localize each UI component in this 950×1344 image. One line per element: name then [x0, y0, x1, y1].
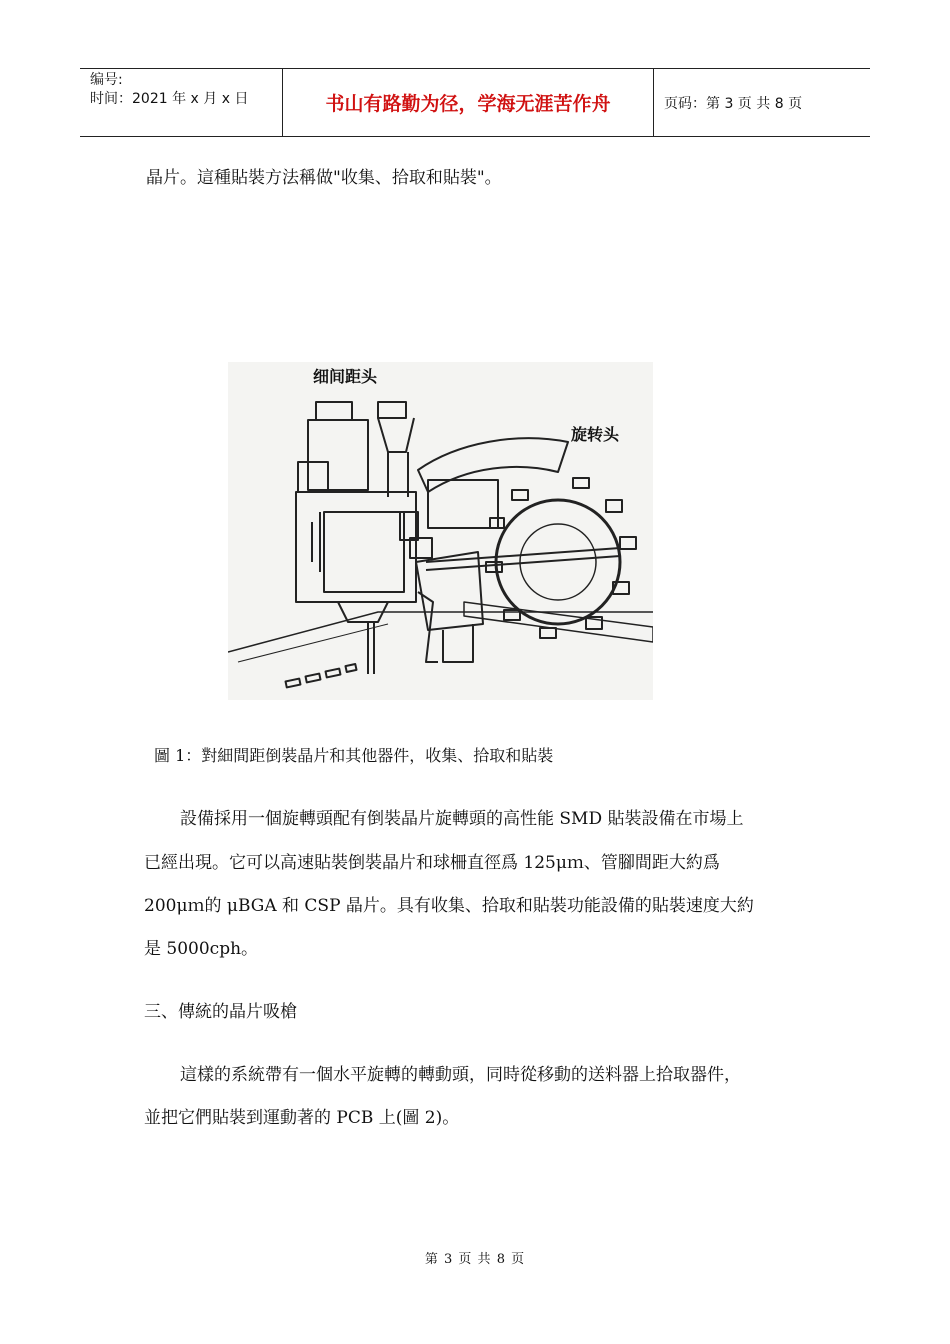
body-line-1: 晶片。這種貼裝方法稱做"收集、拾取和貼裝"。 — [146, 168, 502, 188]
para1-line-2: 已經出現。它可以高速貼裝倒裝晶片和球柵直徑爲 125μｍ、管腳間距大約爲 — [144, 853, 720, 873]
figure-1-illustration — [228, 362, 653, 700]
page-footer: 第 3 页 共 8 页 — [424, 1252, 526, 1267]
document-header — [80, 68, 870, 137]
para2-line-1: 這樣的系統帶有一個水平旋轉的轉動頭，同時從移動的送料器上拾取器件， — [180, 1065, 741, 1085]
para1-line-1: 設備採用一個旋轉頭配有倒裝晶片旋轉頭的高性能 SMD 貼裝設備在市場上 — [180, 809, 744, 829]
header-page-info: 页码：第 3 页 共 8 页 — [664, 95, 803, 112]
header-meta — [80, 69, 282, 136]
figure-caption: 圖 1：對細間距倒裝晶片和其他器件，收集、拾取和貼裝 — [154, 746, 554, 765]
placement-head-drawing — [228, 362, 653, 700]
para2-line-2: 並把它們貼裝到運動著的 PCB 上(圖 2)。 — [144, 1108, 460, 1128]
para1-line-3: 200μｍ的 μBGA 和 CSP 晶片。具有收集、拾取和貼裝功能設備的貼裝速度大約 — [144, 896, 754, 916]
rotary-head-label: 旋转头 — [571, 425, 620, 444]
header-number-label: 编号: — [90, 72, 123, 88]
header-date-label: 时间：2021 年 x 月 x 日 — [90, 91, 249, 107]
fine-pitch-head-label: 细间距头 — [313, 367, 378, 386]
header-motto: 书山有路勤为径，学海无涯苦作舟 — [282, 69, 654, 136]
section-heading: 三、傳統的晶片吸槍 — [144, 1002, 297, 1022]
para1-line-4: 是 5000cph。 — [144, 939, 259, 959]
